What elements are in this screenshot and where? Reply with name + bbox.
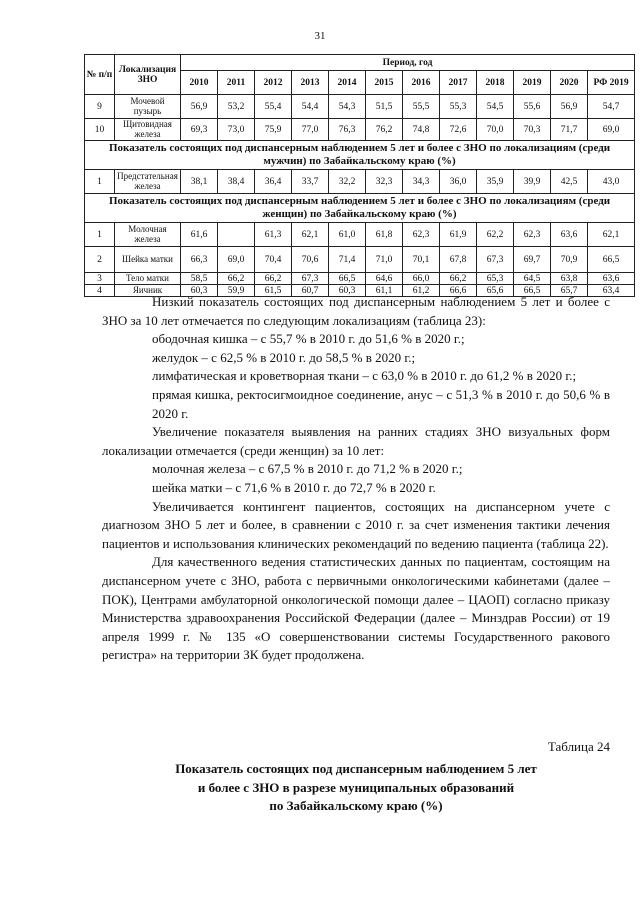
header-year: 2014	[329, 71, 366, 95]
header-year: 2011	[218, 71, 255, 95]
body-text	[102, 293, 610, 665]
table-cell: 61,1	[366, 285, 403, 297]
table-cell: 62,3	[403, 223, 440, 247]
table-cell: 61,8	[366, 223, 403, 247]
section-title: Показатель состоящих под диспансерным наблюдением 5 лет и более с ЗНО по локализациям (среди мужчин) по Забайкальскому краю (%)	[85, 141, 635, 170]
table-cell: 63,6	[588, 273, 635, 285]
table-cell: 70,9	[551, 247, 588, 273]
table-cell: 64,5	[514, 273, 551, 285]
header-period: Период, год	[181, 55, 635, 71]
list-item: прямая кишка, ректосигмоидное соединение, анус – с 51,3 % в 2010 г. до 50,6 % в 2020 г.	[152, 386, 610, 421]
table-cell: 55,6	[514, 95, 551, 119]
table-cell: 71,7	[551, 119, 588, 141]
table-cell: 39,9	[514, 170, 551, 194]
table-cell: 61,3	[255, 223, 292, 247]
list-item: шейка матки – с 71,6 % в 2010 г. до 72,7 % в 2020 г.	[152, 479, 436, 495]
table-cell: 63,4	[588, 285, 635, 297]
list-item: молочная железа – с 67,5 % в 2010 г. до 71,2 % в 2020 г.;	[152, 461, 463, 477]
list-item: лимфатическая и кроветворная ткани – с 63,0 % в 2010 г. до 61,2 % в 2020 г.;	[152, 368, 577, 384]
row-localization: Тело матки	[115, 273, 181, 285]
table-cell: 67,3	[477, 247, 514, 273]
table-24-title	[102, 760, 610, 816]
row-number: 4	[85, 285, 115, 297]
table-cell: 71,0	[366, 247, 403, 273]
table-row	[85, 119, 635, 141]
table-cell: 61,9	[440, 223, 477, 247]
table-cell: 60,7	[292, 285, 329, 297]
table-cell: 77,0	[292, 119, 329, 141]
row-number: 2	[85, 247, 115, 273]
table-cell: 64,6	[366, 273, 403, 285]
table-cell: 54,3	[329, 95, 366, 119]
table-cell: 66,3	[181, 247, 218, 273]
row-number: 1	[85, 170, 115, 194]
table-cell: 65,3	[477, 273, 514, 285]
header-year: 2016	[403, 71, 440, 95]
paragraph: Увеличивается контингент пациентов, состоящих на диспансерном учете с диагнозом ЗНО 5 лет и более, в сравнении с 2010 г. за счет изменения тактики лечения пациентов и использования клинических рекомендаций по ведению пациента (таблица 22).	[102, 498, 610, 551]
table-cell: 65,7	[551, 285, 588, 297]
table-cell: 33,7	[292, 170, 329, 194]
table-cell: 70,3	[514, 119, 551, 141]
header-num: № п/п	[85, 55, 115, 95]
table-cell: 66,5	[514, 285, 551, 297]
table-cell: 74,8	[403, 119, 440, 141]
row-number: 10	[85, 119, 115, 141]
header-localization: Локализация ЗНО	[115, 55, 181, 95]
table-cell: 75,9	[255, 119, 292, 141]
table-cell: 70,0	[477, 119, 514, 141]
table-cell: 70,6	[292, 247, 329, 273]
table-cell: 55,3	[440, 95, 477, 119]
header-year: 2017	[440, 71, 477, 95]
header-year: 2019	[514, 71, 551, 95]
table-cell: 53,2	[218, 95, 255, 119]
table-24-title-line: по Забайкальскому краю (%)	[269, 798, 443, 814]
list-item: желудок – с 62,5 % в 2010 г. до 58,5 % в 2020 г.;	[152, 349, 416, 365]
table-cell: 66,5	[329, 273, 366, 285]
table-cell: 69,0	[588, 119, 635, 141]
header-year: 2012	[255, 71, 292, 95]
table-cell: 69,7	[514, 247, 551, 273]
section-row	[85, 141, 635, 170]
table-cell: 59,9	[218, 285, 255, 297]
header-year: 2010	[181, 71, 218, 95]
table-cell: 35,9	[477, 170, 514, 194]
header-year: 2020	[551, 71, 588, 95]
table-cell: 32,2	[329, 170, 366, 194]
page-number: 31	[314, 30, 326, 42]
table-cell: 60,3	[329, 285, 366, 297]
table-cell: 38,4	[218, 170, 255, 194]
table-cell: 66,2	[218, 273, 255, 285]
table-cell: 66,6	[440, 285, 477, 297]
row-number: 9	[85, 95, 115, 119]
table-cell: 62,1	[588, 223, 635, 247]
table-cell: 69,3	[181, 119, 218, 141]
table-cell: 56,9	[181, 95, 218, 119]
table-24-title-line: и более с ЗНО в разрезе муниципальных образований	[197, 779, 515, 795]
table-cell: 58,5	[181, 273, 218, 285]
table-cell: 66,2	[255, 273, 292, 285]
row-localization: Предстательная железа	[115, 170, 181, 194]
table-cell: 36,0	[440, 170, 477, 194]
table-cell: 55,4	[255, 95, 292, 119]
table-cell: 76,3	[329, 119, 366, 141]
table-cell: 62,2	[477, 223, 514, 247]
section-row	[85, 194, 635, 223]
table-cell: 54,4	[292, 95, 329, 119]
row-localization: Молочная железа	[115, 223, 181, 247]
table-cell: 66,0	[403, 273, 440, 285]
table-cell: 54,7	[588, 95, 635, 119]
table-cell: 55,5	[403, 95, 440, 119]
table-cell: 62,1	[292, 223, 329, 247]
table-row	[85, 247, 635, 273]
table-cell: 72,6	[440, 119, 477, 141]
row-localization: Яичник	[115, 285, 181, 297]
table-cell: 63,6	[551, 223, 588, 247]
table-cell: 36,4	[255, 170, 292, 194]
table-row	[85, 273, 635, 285]
table-row	[85, 223, 635, 247]
row-number: 3	[85, 273, 115, 285]
table-cell: 34,3	[403, 170, 440, 194]
table-cell: 56,9	[551, 95, 588, 119]
table-24-label: Таблица 24	[547, 739, 610, 754]
table-cell: 70,1	[403, 247, 440, 273]
table-row	[85, 95, 635, 119]
table-cell: 61,2	[403, 285, 440, 297]
table-cell: 66,5	[588, 247, 635, 273]
table-cell: 63,8	[551, 273, 588, 285]
table-cell: 65,6	[477, 285, 514, 297]
table-cell: 76,2	[366, 119, 403, 141]
table-cell: 62,3	[514, 223, 551, 247]
paragraph: Низкий показатель состоящих под диспансерным наблюдением 5 лет и более с ЗНО за 10 лет отмечается по следующим локализациям (таблица 23):	[102, 294, 610, 328]
table-cell: 61,6	[181, 223, 218, 247]
table-cell: 51,5	[366, 95, 403, 119]
table-cell: 54,5	[477, 95, 514, 119]
table-cell: 69,0	[218, 247, 255, 273]
table-cell: 42,5	[551, 170, 588, 194]
header-year: РФ 2019	[588, 71, 635, 95]
row-localization: Мочевой пузырь	[115, 95, 181, 119]
table-cell: 60,3	[181, 285, 218, 297]
header-year: 2018	[477, 71, 514, 95]
table-cell: 70,4	[255, 247, 292, 273]
table-cell: 61,0	[329, 223, 366, 247]
paragraph: Для качественного ведения статистических данных по пациентам, состоящим на диспансерном учете с ЗНО, работа с первичными онкологическими кабинетами (далее – ПОК), Центрами амбулаторной онкологической помощи далее – ЦАОП) согласно приказу Министерства здравоохранения Российской Федерации (далее – Минздрав России) от 19 апреля 1999 г. № 135 «О совершенствовании системы Государственного ракового регистра» на территории ЗК будет продолжена.	[102, 554, 610, 663]
row-localization: Шейка матки	[115, 247, 181, 273]
table-row	[85, 170, 635, 194]
row-localization: Щитовидная железа	[115, 119, 181, 141]
section-title: Показатель состоящих под диспансерным наблюдением 5 лет и более с ЗНО по локализациям (среди женщин) по Забайкальскому краю (%)	[85, 194, 635, 223]
table-cell: 61,5	[255, 285, 292, 297]
table-cell: 66,2	[440, 273, 477, 285]
table-cell: 43,0	[588, 170, 635, 194]
table-cell: 67,3	[292, 273, 329, 285]
paragraph: Увеличение показателя выявления на ранних стадиях ЗНО визуальных форм локализации отмечается (среди женщин) за 10 лет:	[102, 424, 610, 458]
row-number: 1	[85, 223, 115, 247]
data-table	[84, 54, 635, 297]
table-cell: 71,4	[329, 247, 366, 273]
table-cell: 38,1	[181, 170, 218, 194]
list-item: ободочная кишка – с 55,7 % в 2010 г. до 51,6 % в 2020 г.;	[152, 331, 465, 347]
table-cell	[218, 223, 255, 247]
header-year: 2013	[292, 71, 329, 95]
table-cell: 32,3	[366, 170, 403, 194]
table-cell: 67,8	[440, 247, 477, 273]
table-24-title-line: Показатель состоящих под диспансерным наблюдением 5 лет	[175, 761, 537, 776]
header-year: 2015	[366, 71, 403, 95]
table-cell: 73,0	[218, 119, 255, 141]
